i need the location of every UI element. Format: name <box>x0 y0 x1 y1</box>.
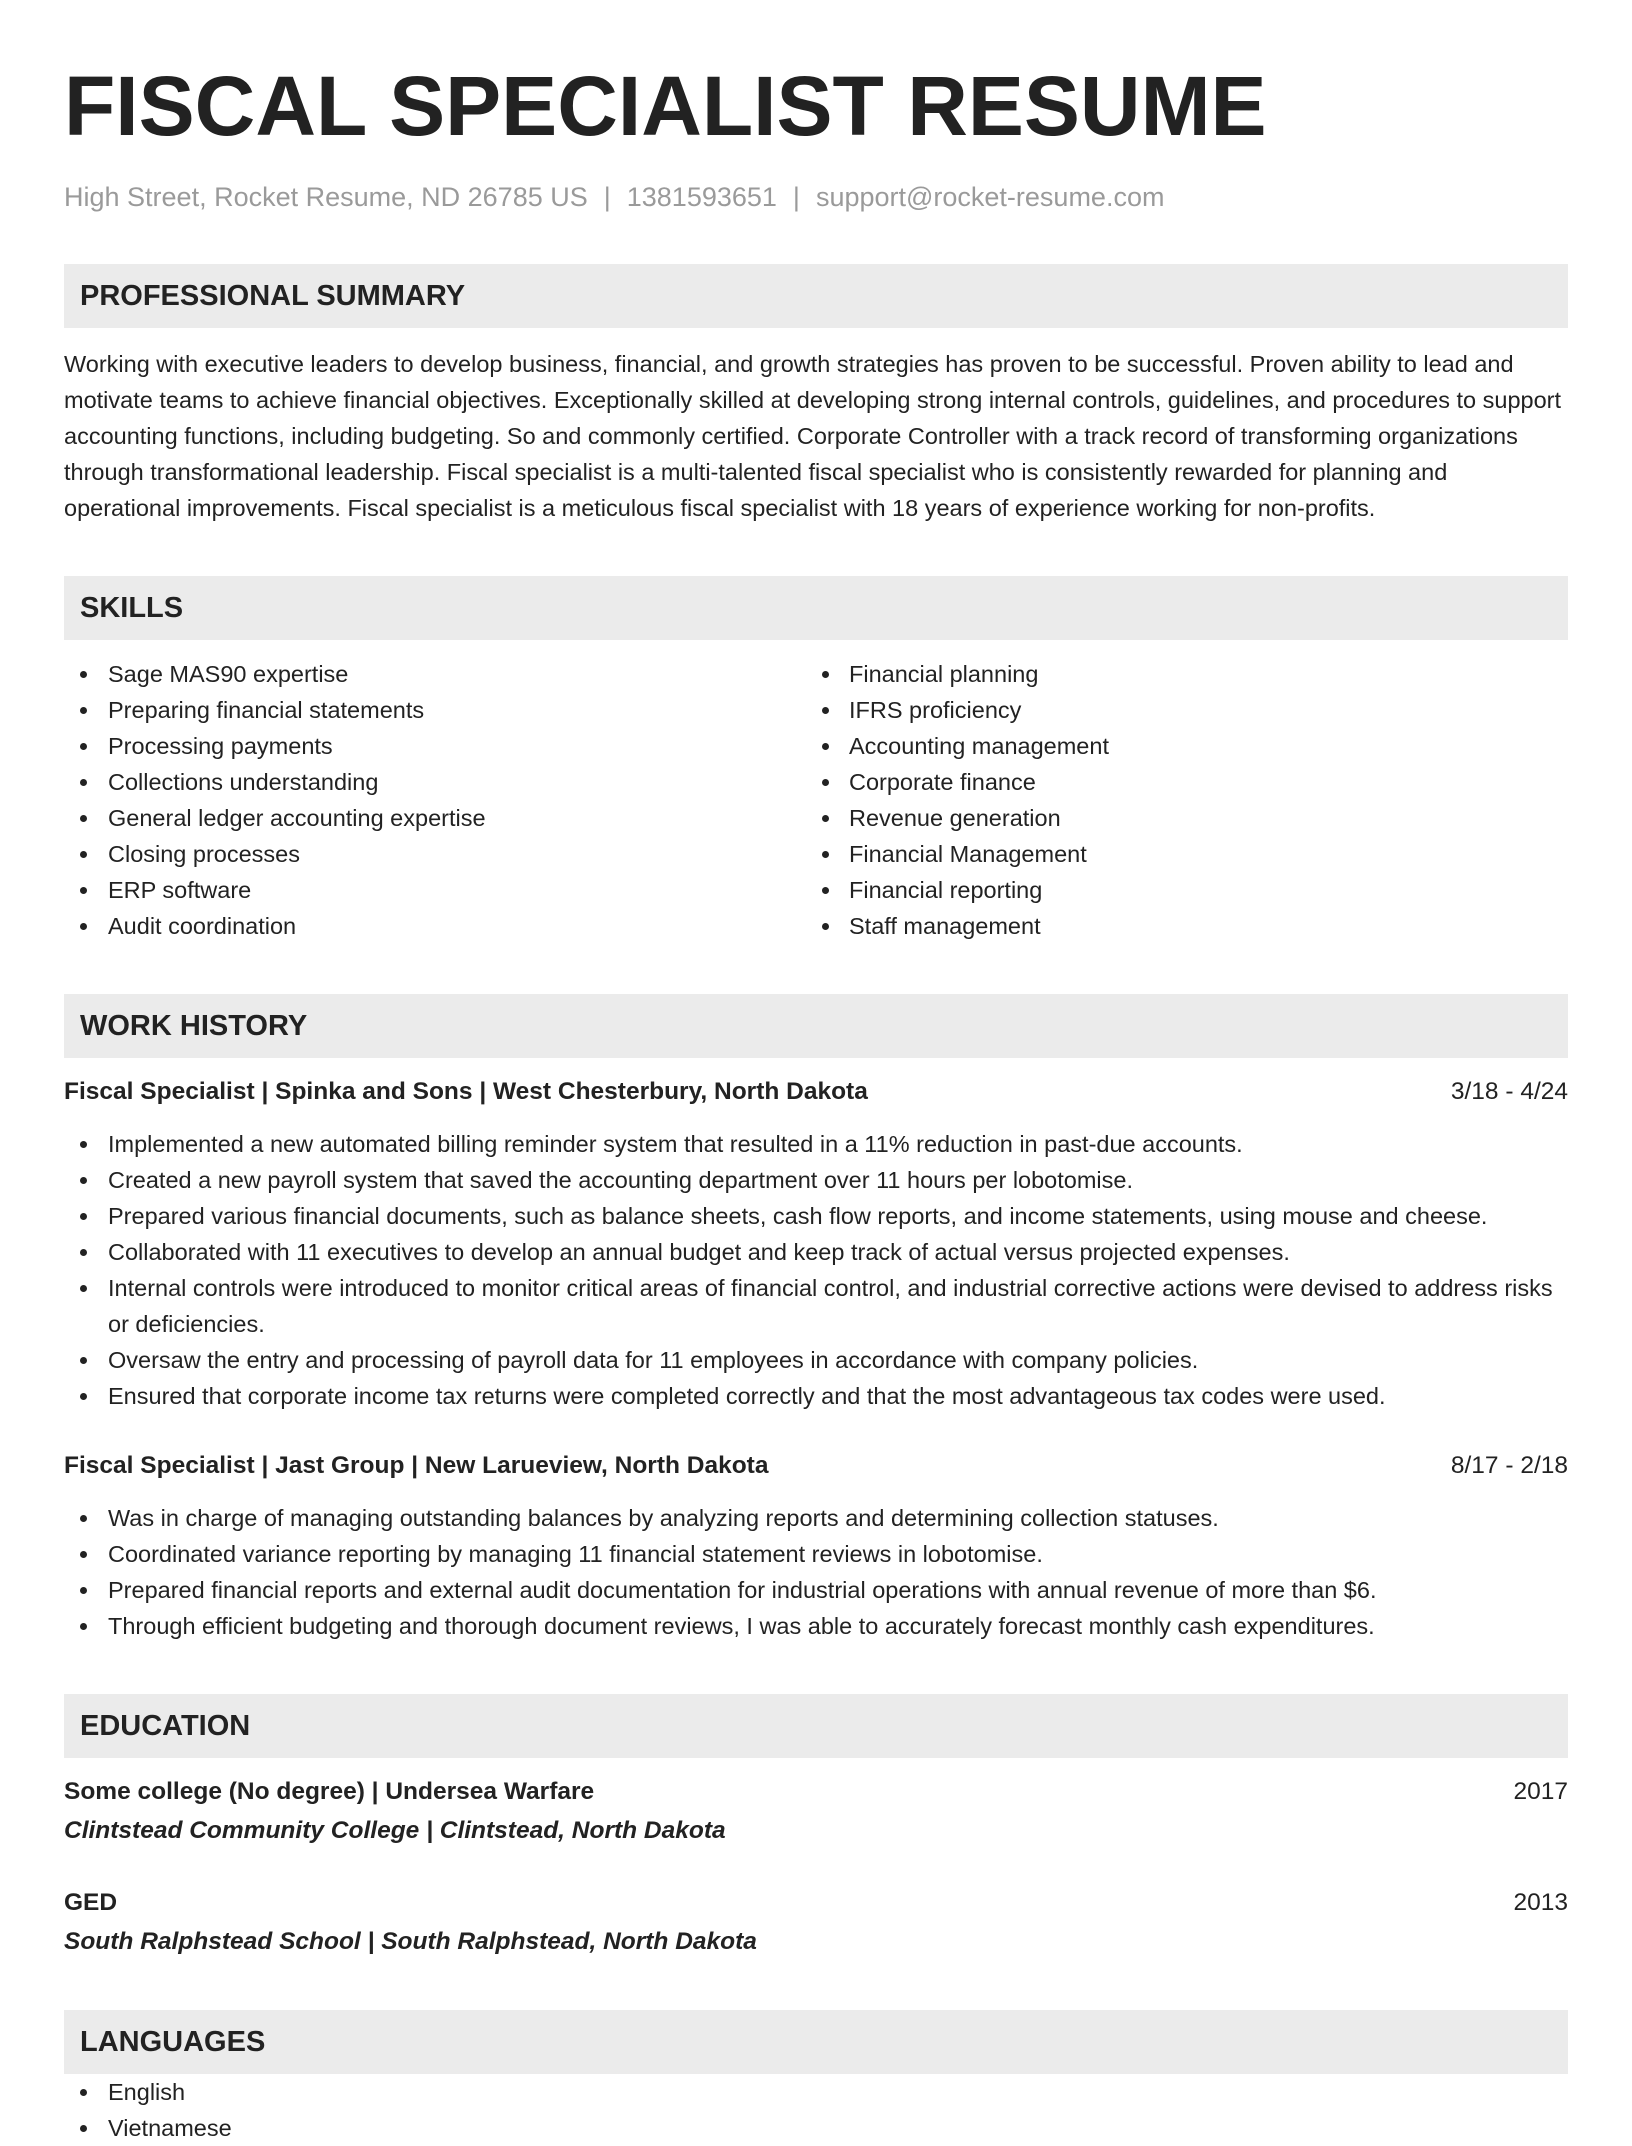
resume-title: FISCAL SPECIALIST RESUME <box>64 59 1267 153</box>
job-bullet: Prepared various financial documents, such as balance sheets, cash flow reports, and income statements, using mouse and cheese. <box>64 1198 1568 1234</box>
skills-column-left <box>64 656 816 944</box>
job-bullet: Oversaw the entry and processing of payroll data for 11 employees in accordance with company policies. <box>64 1342 1568 1378</box>
skill-item: Audit coordination <box>64 908 816 944</box>
job-header <box>64 1074 1568 1110</box>
skill-item: Preparing financial statements <box>64 692 816 728</box>
education-header <box>64 1885 1568 1921</box>
skill-item: Corporate finance <box>816 764 1568 800</box>
job-dates: 3/18 - 4/24 <box>1450 1078 1568 1105</box>
language-item: English <box>64 2074 1568 2110</box>
skill-item: Financial Management <box>816 836 1568 872</box>
job-bullet: Internal controls were introduced to monitor critical areas of financial control, and industrial corrective actions were devised to address risks or deficiencies. <box>64 1270 1568 1342</box>
skill-item: Accounting management <box>816 728 1568 764</box>
job-bullet: Collaborated with 11 executives to develop an annual budget and keep track of actual versus projected expenses. <box>64 1234 1568 1270</box>
skill-item: Sage MAS90 expertise <box>64 656 816 692</box>
contact-line <box>64 180 1568 214</box>
skill-item: General ledger accounting expertise <box>64 800 816 836</box>
contact-address: High Street, Rocket Resume, ND 26785 US <box>64 182 588 212</box>
education-school: Clintstead Community College | Clintstead, North Dakota <box>64 1817 726 1844</box>
job-header <box>64 1448 1568 1484</box>
skills-list <box>64 656 1568 944</box>
job-bullet: Created a new payroll system that saved the accounting department over 11 hours per lobotomise. <box>64 1162 1568 1198</box>
section-heading-languages: LANGUAGES <box>64 2010 1568 2074</box>
section-heading-education: EDUCATION <box>64 1694 1568 1758</box>
skill-item: IFRS proficiency <box>816 692 1568 728</box>
section-heading-summary: PROFESSIONAL SUMMARY <box>64 264 1568 328</box>
skill-item: Collections understanding <box>64 764 816 800</box>
job-dates: 8/17 - 2/18 <box>1450 1452 1568 1479</box>
skills-column-right <box>816 656 1568 944</box>
education-header <box>64 1774 1568 1810</box>
section-heading-work-history: WORK HISTORY <box>64 994 1568 1058</box>
education-year: 2013 <box>1513 1889 1568 1916</box>
education-school: South Ralphstead School | South Ralphstead, North Dakota <box>64 1928 757 1955</box>
job-bullet: Was in charge of managing outstanding balances by analyzing reports and determining collection statuses. <box>64 1500 1568 1536</box>
skill-item: Closing processes <box>64 836 816 872</box>
job-title: Fiscal Specialist | Spinka and Sons | West Chesterbury, North Dakota <box>64 1078 868 1105</box>
job-bullet: Ensured that corporate income tax returns were completed correctly and that the most advantageous tax codes were used. <box>64 1378 1568 1414</box>
language-item: Vietnamese <box>64 2110 1568 2146</box>
job-bullet: Implemented a new automated billing reminder system that resulted in a 11% reduction in past-due accounts. <box>64 1126 1568 1162</box>
job-bullets <box>64 1500 1568 1644</box>
languages-list <box>64 2074 1568 2146</box>
education-year: 2017 <box>1513 1778 1568 1805</box>
job-entry <box>64 1448 1568 1644</box>
skill-item: Financial reporting <box>816 872 1568 908</box>
job-bullet: Prepared financial reports and external audit documentation for industrial operations with annual revenue of more than $6. <box>64 1572 1568 1608</box>
skill-item: Financial planning <box>816 656 1568 692</box>
job-bullet: Coordinated variance reporting by managing 11 financial statement reviews in lobotomise. <box>64 1536 1568 1572</box>
education-entry <box>64 1885 1568 1960</box>
section-heading-skills: SKILLS <box>64 576 1568 640</box>
job-entry <box>64 1074 1568 1414</box>
summary-text: Working with executive leaders to develop business, financial, and growth strategies has proven to be successful. Proven ability to lead and motivate teams to achieve financial objectives. Exceptionally skilled at developing strong internal controls, guidelines, and procedures to support accounting functions, including budgeting. So and commonly certified. Corporate Controller with a track record of transforming organizations through transformational leadership. Fiscal specialist is a multi-talented fiscal specialist who is consistently rewarded for planning and operational improvements. Fiscal specialist is a meticulous fiscal specialist with 18 years of experience working for non-profits. <box>64 351 1562 521</box>
skill-item: Processing payments <box>64 728 816 764</box>
education-degree: Some college (No degree) | Undersea Warfare <box>64 1778 595 1805</box>
contact-email: support@rocket-resume.com <box>815 182 1165 212</box>
job-title: Fiscal Specialist | Jast Group | New Larueview, North Dakota <box>64 1452 769 1479</box>
contact-separator: | <box>603 182 611 212</box>
skill-item: ERP software <box>64 872 816 908</box>
job-bullets <box>64 1126 1568 1414</box>
skill-item: Staff management <box>816 908 1568 944</box>
contact-phone: 1381593651 <box>626 182 777 212</box>
job-bullet: Through efficient budgeting and thorough document reviews, I was able to accurately forecast monthly cash expenditures. <box>64 1608 1568 1644</box>
skill-item: Revenue generation <box>816 800 1568 836</box>
contact-separator: | <box>792 182 800 212</box>
education-entry <box>64 1774 1568 1849</box>
education-degree: GED <box>64 1889 118 1916</box>
